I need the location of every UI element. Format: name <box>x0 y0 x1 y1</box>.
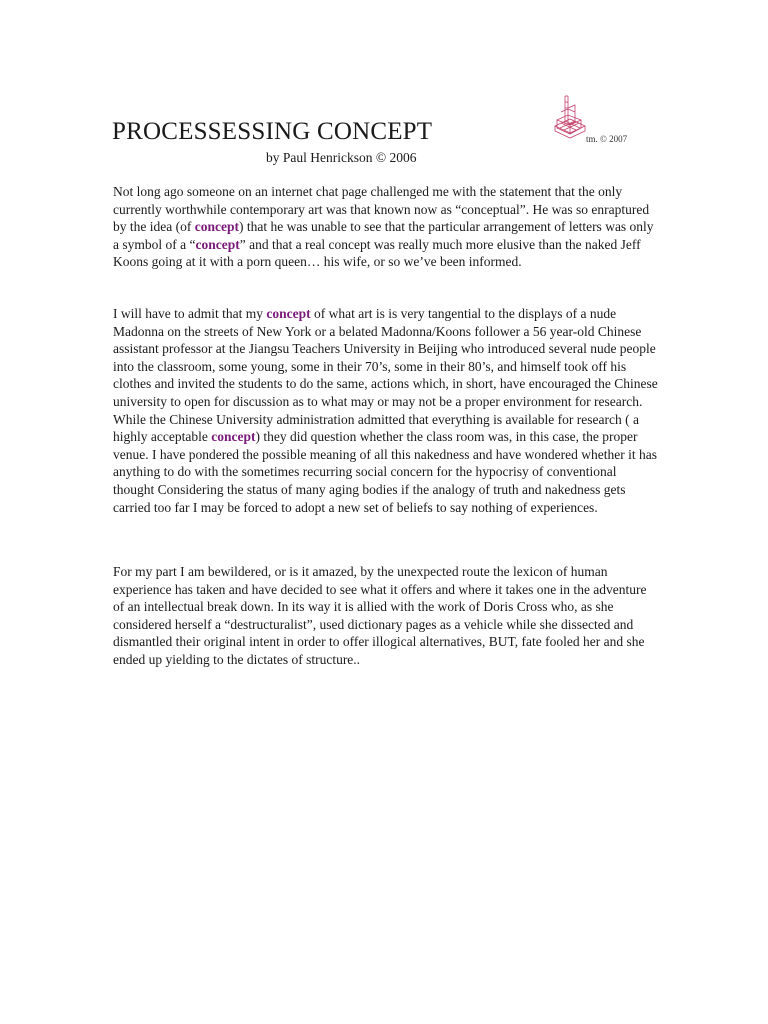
concept-highlight: concept <box>194 219 239 235</box>
paragraph-1 <box>113 183 658 271</box>
concept-highlight: concept <box>195 236 240 252</box>
paragraph-1-text-1: Not long ago someone on an internet chat page challenged me with the statement that the only currently worthwhile contemporary art was that known now as “conceptual”. He was so enraptured by the idea (of <box>113 184 650 235</box>
paragraph-1-text-3: ” and that a real concept was really much more elusive than the naked Jeff Koons going at it with a porn queen… his wife, or so we’ve been informed. <box>113 236 641 270</box>
concept-highlight: concept <box>266 306 311 321</box>
paragraph-3 <box>113 563 658 669</box>
paragraph-3-text-1: For my part I am bewildered, or is it amazed, by the unexpected route the lexicon of human experience has taken and have decided to see what it offers and where it takes one in the adventure of an intellectual break down. In its way it is allied with the work of Doris Cross who, as she considered herself a “destructuralist”, used dictionary pages as a vehicle while she dissected and dismantled their original intent in order to offer illogical alternatives, BUT, fate fooled her and she ended up yielding to the dictates of structure.. <box>113 564 647 667</box>
paragraph-2-text-2: of what art is is very tangential to the displays of a nude Madonna on the streets of New York or a belated Madonna/Koons follower a 56 year-old Chinese assistant professor at the Jiangsu Teachers University in Beijing who introduced several nude people into the classroom, some young, some in their 70’s, some in their 80’s, and himself took off his clothes and invited the students to do the same, actions which, in short, have encouraged the Chinese university to open for discussion as to what may or may not be a proper environment for research. While the Chinese University administration admitted that everything is available for research ( a highly acceptable <box>113 306 658 445</box>
paragraph-1-text-2: ) that he was unable to see that the particular arrangement of letters was only a symbol of a “ <box>113 219 654 252</box>
paragraph-2-text-3: ) they did question whether the class room was, in this case, the proper venue. I have pondered the possible meaning of all this nakedness and have wondered whether it has anything to do with the sometimes recurring social concern for the hypocrisy of conventional thought Considering the status of many aging bodies if the analogy of truth and nakedness gets carried too far I may be forced to adopt a new set of beliefs to say nothing of experiences. <box>113 429 657 515</box>
concept-highlight: concept <box>211 429 256 445</box>
paragraph-2 <box>113 305 658 516</box>
author-byline: by Paul Henrickson © 2006 <box>266 150 417 165</box>
paragraph-2-text-1: I will have to admit that my <box>113 306 267 321</box>
trademark-notice: tm. © 2007 <box>586 134 628 144</box>
cube-stack-logo-icon <box>551 94 591 140</box>
page-title: PROCESSESSING CONCEPT <box>112 118 433 145</box>
